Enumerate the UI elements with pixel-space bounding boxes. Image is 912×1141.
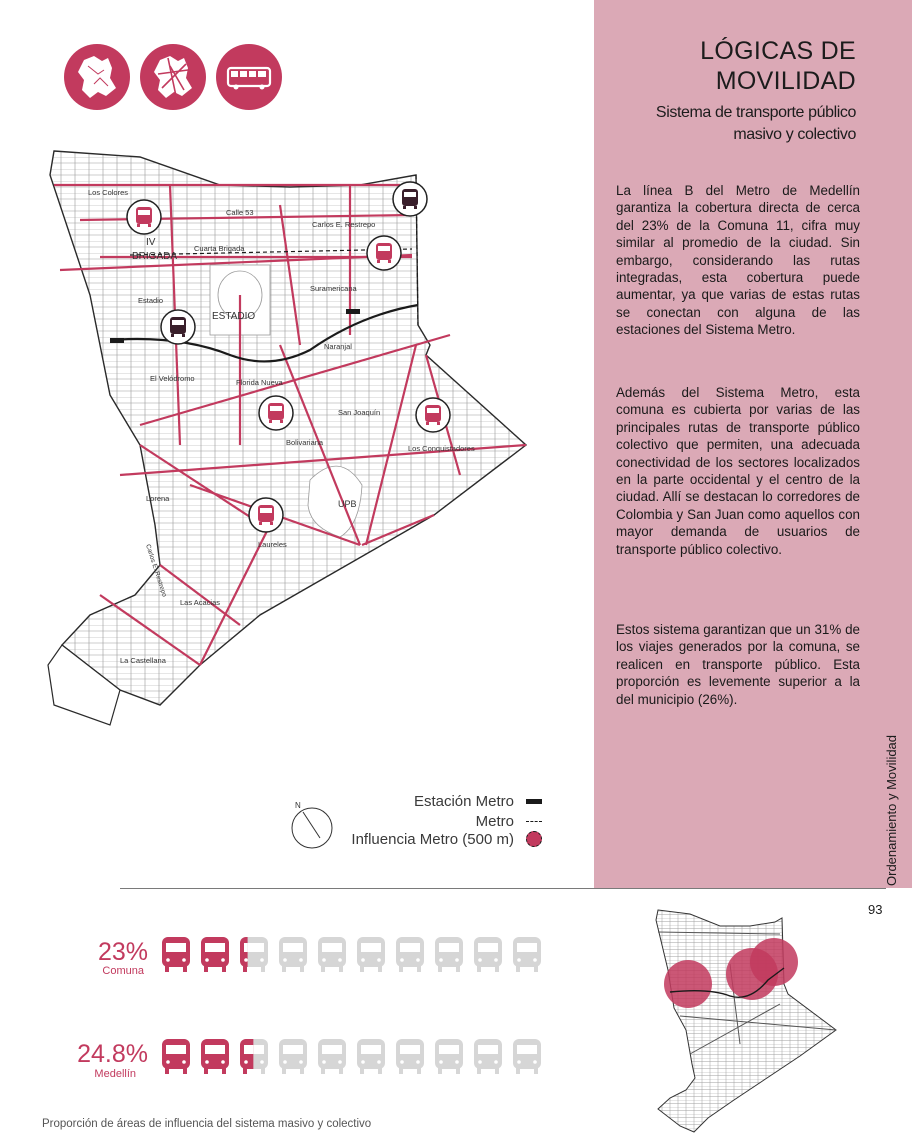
paragraph-1: La línea B del Metro de Medellín garantiza la cobertura directa de cerca del 23% de la Comuna 11, cifra muy similar al promedio de la ciudad. Sin embargo, considerando las rutas integradas, esta cobertura puede aumentar, ya que varias de estas rutas se conectan con alguna de las estaciones del Sistema Metro. [616,183,860,338]
label-san-joaquin: San Joaquín [338,408,381,417]
metro-station-marker [161,310,195,344]
coverage-medellin-value: 24.8% [77,1040,148,1068]
bus-icon [216,44,282,110]
label-estadio-caps: ESTADIO [212,311,256,322]
page-title-line1: LÓGICAS DE [700,37,856,65]
bus-pictogram [240,937,268,972]
bus-pictogram [357,1039,385,1074]
title-block [610,36,856,146]
legend-station-swatch [526,799,542,804]
bus-pictogram [201,937,229,972]
section-side-label: Ordenamiento y Movilidad [884,734,899,886]
label-florida-nueva: Florida Nueva [236,378,283,387]
label-lorena: Lorena [146,494,170,503]
bus-pictogram [318,1039,346,1074]
bus-stop-marker [127,200,161,234]
coverage-medellin-label: Medellín [94,1068,136,1080]
label-estadio: Estadio [138,296,164,305]
bus-pictogram [474,1039,502,1074]
bus-stop-marker [259,396,293,430]
paragraph-2: Además del Sistema Metro, esta comuna es cubierta por varias de las principales rutas de transporte público colectivo que permiten, una adecuada conectividad de los sectores localizados en la parte occidental y el centro de la ciudad. Allí se destacan lo corredores de Colombia y San Juan como aquellos con mayor demanda de usuarios de transporte público colectivo. [616,385,860,557]
comuna-map [40,145,560,735]
influence-minimap [650,904,840,1134]
bus-pictogram [513,937,541,972]
bus-pictogram [474,937,502,972]
bus-pictogram [279,937,307,972]
bus-stop-marker [249,498,283,532]
label-cuarta-brigada: Cuarta Brigada [194,244,245,253]
legend-metro-swatch [526,821,542,822]
bus-pictogram [318,937,346,972]
legend-station-label: Estación Metro [413,793,514,810]
label-los-colores: Los Colores [88,188,129,197]
bus-pictogram [396,937,424,972]
divider [120,888,886,889]
label-calle-53: Calle 53 [226,208,254,217]
bus-stop-marker [416,398,450,432]
legend-influence-label: Influencia Metro (500 m) [351,831,514,848]
label-naranjal: Naranjal [324,342,352,351]
legend-metro-label: Metro [475,813,514,830]
label-carlos-restrepo-2: Carlos E. Restrepo [144,543,168,598]
label-iv: IV [146,237,156,248]
coverage-comuna-value: 23% [97,938,148,966]
bus-pictogram [162,1039,190,1074]
bus-stop-marker [367,236,401,270]
label-bolivariana: Bolivariana [286,438,324,447]
coverage-comuna-buses [160,935,552,975]
label-laureles: Laureles [258,540,287,549]
page-subtitle: Sistema de transporte público masivo y colectivo [655,104,856,143]
label-la-castellana: La Castellana [120,656,166,665]
coverage-medellin-buses [160,1037,552,1077]
label-suramericana: Suramericana [310,284,357,293]
bus-pictogram [435,1039,463,1074]
label-upb: UPB [338,499,357,509]
page-number: 93 [868,902,883,917]
label-carlos-restrepo: Carlos E. Restrepo [312,220,376,229]
svg-text:N: N [295,801,301,810]
bus-pictogram [201,1039,229,1074]
north-arrow [290,798,334,850]
route-map-icon [140,44,206,110]
bus-pictogram [396,1039,424,1074]
label-velodromo: El Velódromo [150,374,195,383]
legend-influence-swatch [526,831,542,847]
bus-pictogram [435,937,463,972]
bus-pictogram [357,937,385,972]
comuna-outline [50,151,526,705]
bus-pictogram [162,937,190,972]
coverage-comuna-label: Comuna [102,965,144,977]
page-title-line2: MOVILIDAD [715,67,856,95]
label-los-conquistadores: Los Conquistadores [408,444,475,453]
figure-caption: Proporción de áreas de influencia del sistema masivo y colectivo [42,1118,372,1130]
bus-pictogram [513,1039,541,1074]
label-las-acacias: Las Acacias [180,598,221,607]
bus-pictogram [240,1039,268,1074]
city-map-icon [64,44,130,110]
paragraph-3: Estos sistema garantizan que un 31% de los viajes generados por la comuna, se realicen en transporte público. Esta proporción es levemente superior a la del municipio (26%). [616,622,860,707]
label-brigada: BRIGADA [132,251,178,262]
bus-pictogram [279,1039,307,1074]
metro-station-marker [393,182,427,216]
